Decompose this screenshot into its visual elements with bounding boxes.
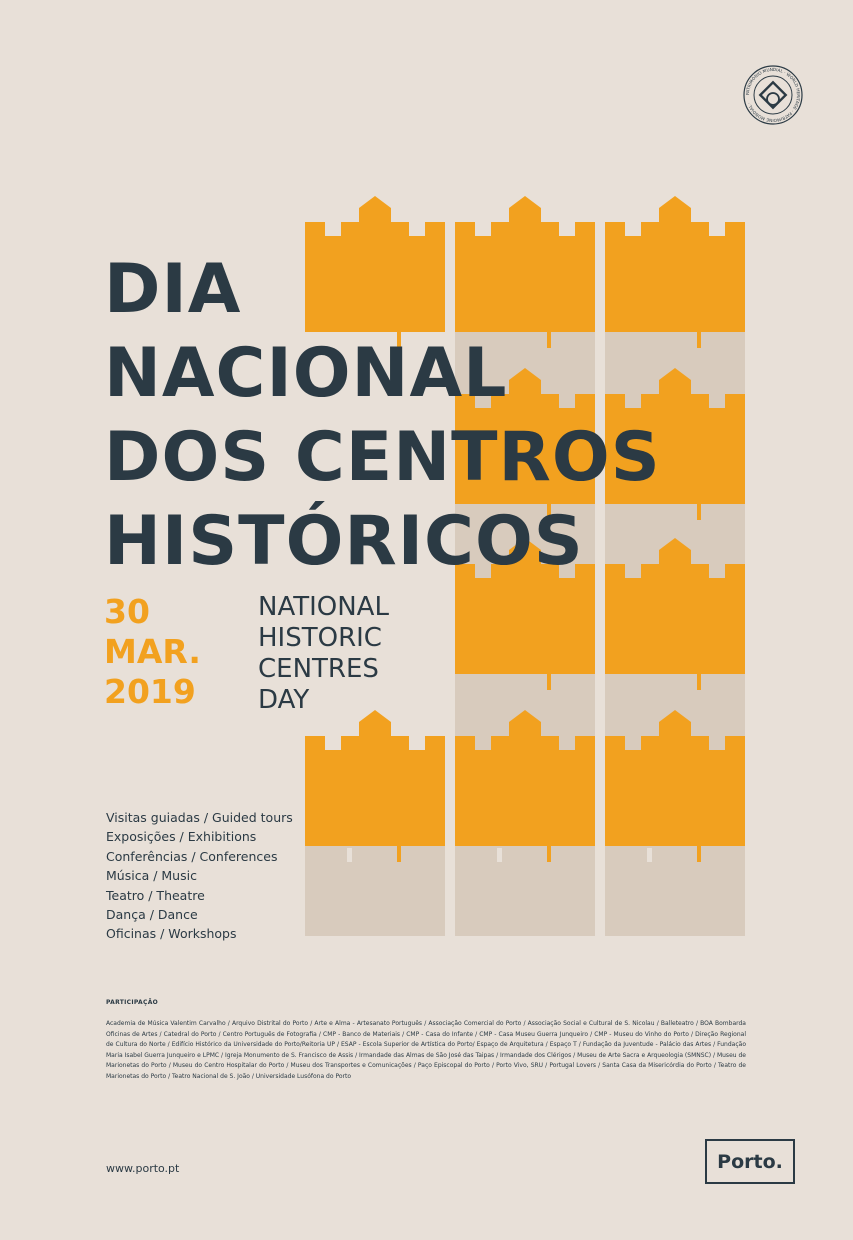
list-item: Música / Music xyxy=(106,868,197,884)
website-link[interactable]: www.porto.pt xyxy=(106,1162,180,1175)
english-title-line-4: DAY xyxy=(258,685,310,715)
date-day: 30 xyxy=(104,592,150,631)
svg-text:PATRIMÓNIO MUNDIAL · WORLD HER xyxy=(745,67,801,123)
unesco-ring-text: PATRIMÓNIO MUNDIAL · WORLD HERITAGE · PATRIMOINE MONDIAL · xyxy=(744,66,802,124)
list-item: Oficinas / Workshops xyxy=(106,926,237,942)
english-title xyxy=(258,592,389,716)
list-item: Visitas guiadas / Guided tours xyxy=(106,810,293,825)
title-line-4: HISTÓRICOS xyxy=(104,502,584,581)
title-line-3: DOS CENTROS xyxy=(104,418,661,497)
date-month: MAR. xyxy=(104,632,201,671)
activities-list xyxy=(106,808,293,944)
english-title-line-3: CENTRES xyxy=(258,654,379,684)
date-year: 2019 xyxy=(104,672,196,711)
list-item: Teatro / Theatre xyxy=(106,887,205,903)
list-item: Dança / Dance xyxy=(106,907,198,923)
list-item: Conferências / Conferences xyxy=(106,848,278,864)
event-date xyxy=(104,592,201,712)
title-line-1: DIA xyxy=(104,250,242,329)
porto-logo: Porto. xyxy=(705,1139,795,1184)
page-title xyxy=(104,248,661,584)
participation-heading: PARTICIPAÇÃO xyxy=(106,999,159,1006)
title-line-2: NACIONAL xyxy=(104,334,508,413)
unesco-world-heritage-emblem xyxy=(742,64,804,126)
english-title-line-2: HISTORIC xyxy=(258,623,382,653)
english-title-line-1: NATIONAL xyxy=(258,592,389,622)
participation-text: Academia de Música Valentim Carvalho / Arquivo Distrital do Porto / Arte e Alma - Artesanato Português / Associação Comercial do Porto / Associação Social e Cultural de S. Nicolau / Balleteatro / BOA Bombarda Oficinas de Artes / Catedral do Porto / Centro Português de Fotografia / CMP - Banco de Materiais / CMP - Casa do Infante / CMP - Casa Museu Guerra Junqueiro / CMP - Museu do Vinho do Porto / Direção Regional de Cultura do Norte / Edifício Histórico da Universidade do Porto/Reitoria UP / ESAP - Escola Superior de Artística do Porto/ Espaço de Arquitetura / Espaço T / Fundação da Juventude - Palácio das Artes / Fundação Maria Isabel Guerra Junqueiro e LPMC / Igreja Monumento de S. Francisco de Assis / Irmandade das Almas de São José das Taipas / Irmandade dos Clérigos / Museu de Arte Sacra e Arqueologia (SMNSC) / Museu de Marionetas do Porto / Museu do Centro Hospitalar do Porto / Museu dos Transportes e Comunicações / Paço Episcopal do Porto / Porto Vivo, SRU / Portugal Lovers / Santa Casa da Misericórdia do Porto / Teatro de Marionetas do Porto / Teatro Nacional de S. João / Universidade Lusófona do Porto xyxy=(106,1020,746,1080)
list-item: Exposições / Exhibitions xyxy=(106,829,257,845)
